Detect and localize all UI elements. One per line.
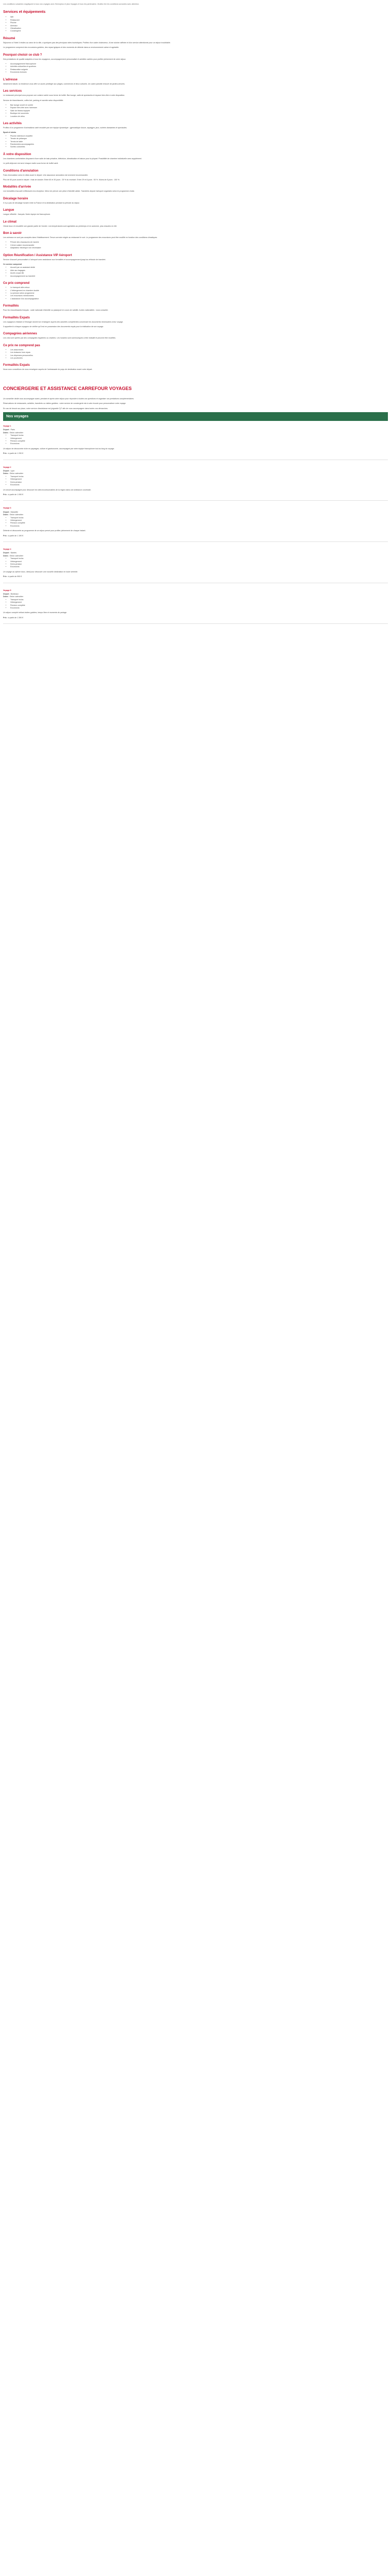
section-paragraph: Séjournez à l'hôtel 4 étoiles au cœur de la ville, à quelques pas des principaux sites touristiques. Profitez d'un cadre chaleureux, d'une cuisine raffinée et d'un service attentionné pour un séjour inoubliable. (3, 41, 171, 44)
list-item: • Le transport aller-retour (10, 286, 388, 289)
content-section (3, 253, 388, 278)
voyage-dates-value: Selon calendrier (9, 472, 23, 475)
section-list (3, 135, 388, 149)
list-item: • Espace bien-être avec hammam (10, 107, 388, 109)
list-item: • Excursions (10, 607, 388, 609)
header-note: Les conditions suivantes s'appliquent à tous nos voyages avec Seniorplus et plus Voyages et tous les partenaires. Veuillez lire les conditions suivantes avec attention. (3, 3, 139, 5)
list-item: • La pension selon programme (10, 292, 388, 295)
conciergerie-title: CONCIERGERIE ET ASSISTANCE CARREFOUR VOYAGES (3, 385, 132, 391)
voyage-dates-label: Dates : (3, 431, 9, 434)
voyage-title[interactable]: Voyage 1 (3, 425, 11, 427)
voyage-depart-label: Départ : (3, 511, 10, 513)
voyage-dates-label: Dates : (3, 596, 9, 598)
voyage-depart-value: Bordeaux (10, 593, 19, 596)
voyage-depart-value: Marseille (10, 511, 18, 513)
list-item: • Prévoir des chaussures de marche (10, 241, 388, 244)
list-item: • Crème solaire recommandée (10, 244, 388, 247)
voyage-price-value: à partir de 1 390 € (8, 616, 24, 619)
section-paragraph: Le restaurant principal vous propose une cuisine variée sous forme de buffet. Bar lounge, salle de spectacles et espace bien-être à votre disposition. (3, 94, 125, 97)
list-item: • Piscine extérieure chauffée (10, 135, 388, 138)
list-item: • Transport inclus (10, 517, 388, 519)
voyage-price-value: à partir de 1 290 € (8, 452, 24, 455)
section-title: Ce prix ne comprend pas (3, 344, 40, 347)
list-item: • Salle de fitness équipée (10, 110, 388, 112)
voyage-depart-label: Départ : (3, 470, 10, 472)
list-item: • Demi-pension (10, 481, 388, 484)
section-subtitle: Ce service comprend (3, 263, 22, 266)
list-item: • Tennis de table (10, 141, 388, 143)
voyage-card (3, 425, 388, 460)
voyage-card (3, 548, 388, 583)
section-paragraph: Les voyageurs résidant à l'étranger doivent se renseigner auprès des autorités compétentes concernant les documents nécessaires à leur voyage. (3, 320, 124, 323)
voyage-dates-value: Selon calendrier (9, 514, 23, 516)
voyage-items (3, 517, 388, 528)
divider (3, 623, 388, 624)
content-section (3, 344, 388, 360)
section-subtitle: Sport et loisirs (3, 131, 17, 134)
voyage-depart-value: Lyon (10, 470, 15, 472)
voyage-title[interactable]: Voyage 5 (3, 589, 11, 591)
list-item: • Adaptateur électrique non nécessaire (10, 247, 388, 249)
section-paragraph: Le petit-déjeuner est servi chaque matin sous forme de buffet varié. (3, 162, 59, 165)
voyage-description: Un voyage au rythme doux, idéal pour découvrir une nouvelle destination en toute sérénité. (3, 570, 78, 573)
list-item: • Transport inclus (10, 476, 388, 478)
section-list (3, 349, 388, 360)
voyage-price-label: Prix : (3, 616, 8, 619)
list-item: • Accompagnement au transfert (10, 275, 388, 278)
list-item: • Bar lounge ouvert en soirée (10, 104, 388, 107)
voyage-title[interactable]: Voyage 3 (3, 507, 11, 510)
voyage-dates-label: Dates : (3, 554, 9, 557)
voyage-card (3, 466, 388, 501)
section-paragraph: Frais d'annulation selon le délai avant le départ. Une assurance annulation est vivement recommandée. (3, 174, 88, 176)
list-item: • Accès coupe-file (10, 272, 388, 275)
voyage-depart-value: Paris (10, 429, 15, 431)
list-item: • Les pourboires (10, 357, 388, 360)
voyage-price-value: à partir de 990 € (8, 575, 22, 578)
section-title: Les services (3, 90, 22, 93)
voyage-title[interactable]: Voyage 4 (3, 548, 11, 550)
voyage-dates-label: Dates : (3, 514, 9, 516)
list-item: • Transport inclus (10, 557, 388, 560)
list-item: • Excursions incluses (10, 71, 388, 74)
list-item: • L'hébergement en chambre double (10, 290, 388, 292)
content-section (3, 185, 388, 193)
section-title: À votre disposition (3, 152, 31, 156)
section-title: Pourquoi choisir ce club ? (3, 53, 42, 57)
section-title: Le climat (3, 220, 17, 224)
voyage-price-label: Prix : (3, 575, 8, 578)
section-list (3, 266, 388, 278)
voyage-items (3, 599, 388, 610)
section-title: Décalage horaire (3, 197, 28, 200)
conciergerie-paragraph: Un conseiller dédié vous accompagne avant, pendant et après votre séjour pour répondre à toutes vos questions et organiser vos prestations complémentaires. (3, 397, 135, 400)
list-item: • Les excursions mentionnées (10, 295, 388, 297)
voyage-title[interactable]: Voyage 2 (3, 466, 11, 468)
section-paragraph: Service de blanchisserie, coffre-fort, parking et navette selon disponibilité. (3, 99, 64, 101)
voyage-price-value: à partir de 1 190 € (8, 534, 24, 537)
section-title: Résumé (3, 37, 15, 40)
content-section (3, 89, 388, 118)
list-item: • Hébergement (10, 601, 388, 604)
section-title: Option Réunification / Assistance VIP Aéroport (3, 253, 72, 257)
voyage-price-row (3, 494, 388, 496)
voyage-dates-value: Selon calendrier (9, 554, 23, 557)
intro-title: Services et équipements (3, 10, 46, 14)
list-item: • Location de vélos (10, 115, 388, 118)
list-item: • Piscine (10, 22, 388, 24)
list-item: • Transport inclus (10, 599, 388, 601)
content-section (3, 122, 388, 149)
voyage-depart-label: Départ : (3, 552, 10, 554)
list-item: • Les dépenses personnelles (10, 354, 388, 357)
section-title: Bon à savoir (3, 232, 22, 235)
sections-container (3, 37, 388, 371)
list-item: • Climatisation (10, 27, 388, 30)
voyage-price-label: Prix : (3, 534, 8, 537)
section-title: Compagnies aériennes (3, 332, 37, 336)
list-item: • Les assurances (10, 349, 388, 351)
section-paragraph: Les animaux ne sont pas acceptés dans l'établissement. Tenue correcte exigée au restaurant le soir. Le programme des excursions peut être modifié en fonction des conditions climatiques. (3, 236, 158, 239)
list-item: • Pension complète (10, 440, 388, 443)
section-paragraph: Des prestations de qualité adaptées à tous les voyageurs, accompagnement personnalisé et activités variées pour profiter pleinement de votre séjour. (3, 58, 126, 60)
voyage-description: Un séjour de découverte riche en paysages, culture et gastronomie, accompagné par notre équipe francophone tout au long du voyage. (3, 447, 115, 450)
section-paragraph: Les formalités d'accueil s'effectuent à la réception. Merci de prévoir une pièce d'identité valide. Transferts depuis l'aéroport organisés selon le programme choisi. (3, 190, 135, 193)
list-item: • Pension complète (10, 522, 388, 524)
content-section (3, 208, 388, 216)
list-item: • Conciergerie (10, 30, 388, 32)
list-item: • Activités culturelles et sportives (10, 65, 388, 68)
list-item: • Les boissons hors repas (10, 351, 388, 354)
section-paragraph: Pour les ressortissants français : carte nationale d'identité ou passeport en cours de validité. Autres nationalités : nous consulter. (3, 309, 109, 312)
content-section (3, 78, 388, 86)
content-section (3, 316, 388, 329)
section-paragraph: Service d'accueil personnalisé à l'aéroport avec assistance aux formalités et accompagnement jusqu'au véhicule de transfert. (3, 258, 106, 261)
content-section (3, 37, 388, 49)
voyage-price-label: Prix : (3, 493, 8, 496)
voyage-dates-value: Selon calendrier (9, 596, 23, 598)
voyage-card (3, 507, 388, 542)
list-item: • Sorties culturelles (10, 146, 388, 148)
content-section (3, 281, 388, 300)
content-section (3, 304, 388, 312)
content-section (3, 231, 388, 250)
conciergerie-paragraph: Réservations de restaurants, activités, transferts ou visites guidées : notre service de conciergerie est à votre écoute pour personnaliser votre voyage. (3, 402, 126, 405)
section-list (3, 63, 388, 74)
voyage-description: Détente et découverte au programme de ce séjour pensé pour profiter pleinement de chaque instant. (3, 530, 86, 532)
section-title: Ce prix comprend (3, 282, 30, 285)
list-item: • Boutique de souvenirs (10, 112, 388, 115)
voyages-header: Nos voyages (3, 412, 388, 421)
voyage-items (3, 476, 388, 487)
divider (3, 541, 388, 542)
voyages-container (3, 425, 388, 624)
list-item: • Excursions (10, 443, 388, 445)
voyage-dates-value: Selon calendrier (9, 431, 23, 434)
voyage-price-row (3, 575, 388, 578)
content-section (3, 220, 388, 228)
list-item: • Excursions (10, 525, 388, 528)
list-item: • Demi-pension (10, 563, 388, 566)
section-paragraph: Idéalement située, la résidence vous offre un accès privilégié aux plages, commerces et lieux culturels. Un cadre paisible entouré de jardins arborés. (3, 82, 125, 85)
voyage-price-row (3, 617, 388, 619)
list-item: • Terrain de pétanque (10, 138, 388, 140)
list-item: • Hébergement (10, 437, 388, 440)
section-paragraph: Nous vous conseillons de vous renseigner auprès de l'ambassade du pays de destination avant votre départ. (3, 368, 93, 371)
section-paragraph: Il appartient à chaque voyageur de vérifier qu'il est en possession des documents requis pour la réalisation de son voyage. (3, 325, 104, 328)
section-title: Formalités (3, 304, 19, 308)
voyage-price-row (3, 452, 388, 455)
list-item: • Wifi (10, 16, 388, 19)
list-item: • Excursions (10, 484, 388, 486)
voyage-price-label: Prix : (3, 452, 8, 455)
voyage-description: Un séjour complet mêlant visites guidées, temps libre et moments de partage. (3, 612, 67, 614)
section-paragraph: Les vols sont opérés par des compagnies régulières ou charters. Les horaires sont communiqués à titre indicatif et peuvent être modifiés. (3, 337, 116, 340)
voyage-depart-label: Départ : (3, 429, 10, 431)
conciergerie-paragraph: En cas de besoin sur place, notre service d'assistance est joignable 7j/7 afin de vous accompagner dans toutes vos démarches. (3, 407, 108, 410)
section-title: Modalités d'arrivée (3, 185, 31, 189)
list-item: • Pension complète (10, 604, 388, 607)
section-title: Les activités (3, 122, 22, 125)
section-list (3, 286, 388, 300)
content-section (3, 332, 388, 340)
section-title: Formalités Expats (3, 316, 30, 319)
voyage-dates-label: Dates : (3, 472, 9, 475)
section-list (3, 241, 388, 249)
voyage-card (3, 589, 388, 624)
content-section (3, 152, 388, 165)
content-section (3, 169, 388, 182)
section-title: Conditions d'annulation (3, 169, 39, 173)
intro-list (3, 16, 388, 32)
list-item: • Restauration soignée (10, 69, 388, 71)
section-paragraph: Les chambres confortables disposent d'une salle de bain privative, télévision, climatisation et balcon pour la plupart. Possibilité de chambre individuelle avec supplément. (3, 157, 142, 160)
list-item: • Accompagnement francophone (10, 63, 388, 65)
list-item: • Transport inclus (10, 434, 388, 437)
section-title: L'adresse (3, 78, 18, 81)
section-paragraph: Le programme comprend des excursions guidées, des repas typiques et des moments de détente dans un environnement calme et agréable. (3, 46, 119, 49)
content-section (3, 197, 388, 205)
list-item: • Animaux (10, 25, 388, 27)
voyage-description: Un circuit accompagné pour découvrir les sites incontournables de la région dans une ambiance conviviale. (3, 488, 91, 491)
divider (3, 500, 388, 501)
list-item: • Hébergement (10, 561, 388, 563)
list-item: • L'assistance d'un accompagnateur (10, 298, 388, 300)
voyage-depart-label: Départ : (3, 593, 10, 596)
list-item: • Restaurant (10, 19, 388, 22)
section-list (3, 104, 388, 118)
list-item: • Aide aux bagages (10, 269, 388, 272)
section-title: Formalités Expats (3, 364, 30, 367)
content-section (3, 53, 388, 74)
section-paragraph: Plus de 60 jours avant le départ : frais de dossier. Entre 60 et 30 jours : 25 % du montant. Entre 29 et 8 jours : 50 %. Moins de 8 jours : 100 %. (3, 179, 120, 181)
section-paragraph: Langue officielle : français. Notre équipe est francophone. (3, 213, 51, 216)
list-item: • Excursions (10, 566, 388, 568)
section-paragraph: Climat doux et ensoleillé une grande partie de l'année. Les températures sont agréables au printemps et en automne, plus chaudes en été. (3, 225, 118, 227)
section-title: Langue (3, 209, 14, 212)
list-item: • Hébergement (10, 478, 388, 481)
content-section (3, 363, 388, 371)
voyage-depart-value: Nantes (10, 552, 17, 554)
list-item: • Accueil par un assistant dédié (10, 266, 388, 269)
voyage-price-value: à partir de 1 090 € (8, 493, 24, 496)
list-item: • Randonnées accompagnées (10, 143, 388, 146)
section-paragraph: Profitez d'un programme d'animations varié encadré par une équipe dynamique : gymnastique douce, aquagym, jeux, soirées dansantes et spectacles. (3, 126, 127, 129)
section-paragraph: Il n'y a pas de décalage horaire entre la France et la destination pendant la période du séjour. (3, 201, 80, 204)
voyage-price-row (3, 535, 388, 537)
list-item: • Hébergement (10, 519, 388, 522)
